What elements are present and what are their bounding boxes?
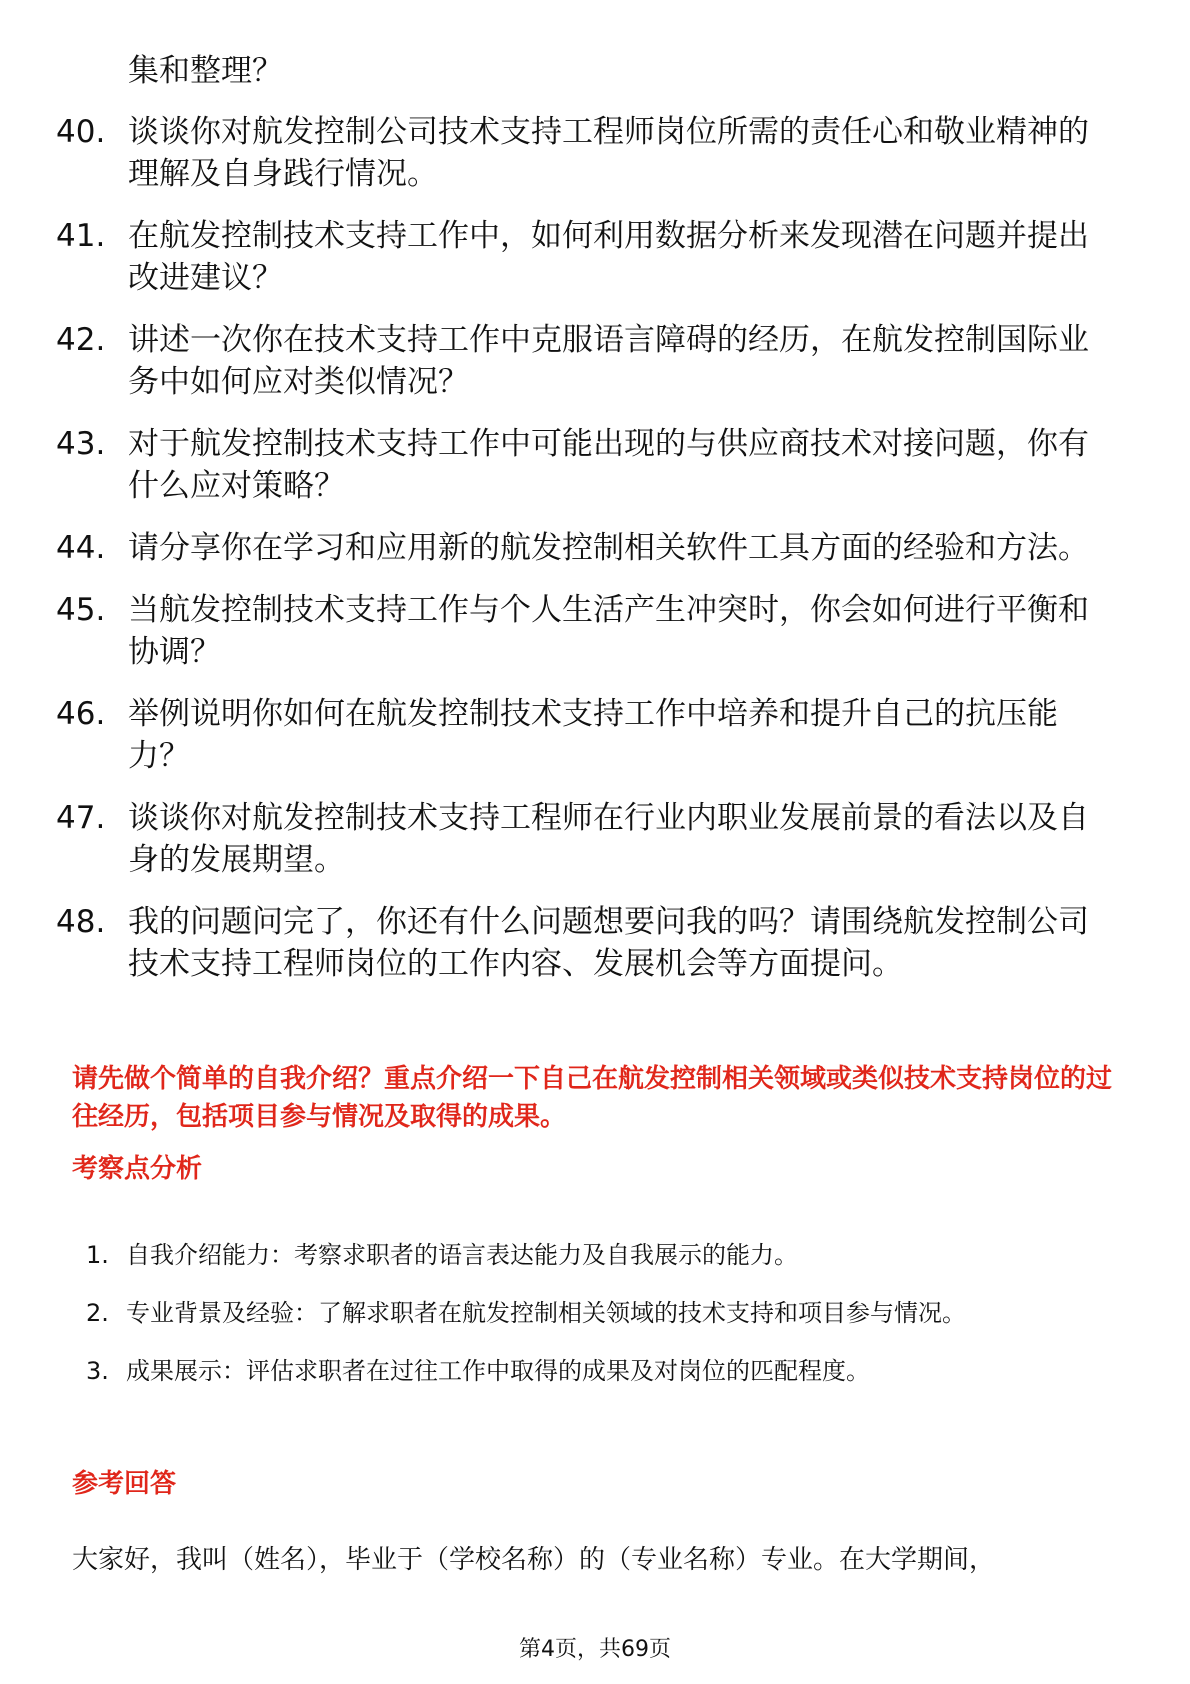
question-item xyxy=(56,589,1116,673)
question-number: 44. xyxy=(56,530,106,566)
analysis-text: 成果展示：评估求职者在过往工作中取得的成果及对岗位的匹配程度。 xyxy=(126,1357,870,1385)
analysis-text: 专业背景及经验：了解求职者在航发控制相关领域的技术支持和项目参与情况。 xyxy=(126,1299,966,1327)
analysis-number: 1. xyxy=(86,1241,109,1269)
question-text: 对于航发控制技术支持工作中可能出现的与供应商技术对接问题，你有什么应对策略？ xyxy=(128,426,1089,504)
analysis-number: 2. xyxy=(86,1299,109,1327)
question-number: 42. xyxy=(56,322,106,358)
analysis-heading: 考察点分析 xyxy=(72,1154,203,1184)
question-item xyxy=(56,215,1116,299)
answer-text: 大家好，我叫（姓名），毕业于（学校名称）的（专业名称）专业。在大学期间， xyxy=(72,1545,996,1575)
question-item xyxy=(56,111,1116,195)
analysis-text: 自我介绍能力：考察求职者的语言表达能力及自我展示的能力。 xyxy=(126,1241,798,1269)
question-item xyxy=(56,319,1116,403)
question-number: 47. xyxy=(56,800,106,836)
question-item xyxy=(56,527,1116,569)
question-list xyxy=(56,111,1116,1005)
answer-heading: 参考回答 xyxy=(72,1469,177,1499)
question-number: 43. xyxy=(56,426,106,462)
question-text: 请分享你在学习和应用新的航发控制相关软件工具方面的经验和方法。 xyxy=(128,530,1089,566)
continued-question-text: 集和整理？ xyxy=(128,53,283,89)
question-text: 谈谈你对航发控制技术支持工程师在行业内职业发展前景的看法以及自身的发展期望。 xyxy=(128,800,1089,878)
page-footer: 第4页，共69页 xyxy=(519,1637,671,1662)
analysis-item xyxy=(86,1284,1116,1342)
question-item xyxy=(56,423,1116,507)
question-text: 我的问题问完了，你还有什么问题想要问我的吗？请围绕航发控制公司技术支持工程师岗位的工作内容、发展机会等方面提问。 xyxy=(128,904,1089,982)
question-number: 48. xyxy=(56,904,106,940)
question-number: 40. xyxy=(56,114,106,150)
question-text: 讲述一次你在技术支持工作中克服语言障碍的经历，在航发控制国际业务中如何应对类似情况？ xyxy=(128,322,1089,400)
question-item xyxy=(56,797,1116,881)
analysis-list xyxy=(86,1226,1116,1400)
analysis-number: 3. xyxy=(86,1357,109,1385)
question-text: 谈谈你对航发控制公司技术支持工程师岗位所需的责任心和敬业精神的理解及自身践行情况。 xyxy=(128,114,1089,192)
analysis-item xyxy=(86,1226,1116,1284)
question-text: 在航发控制技术支持工作中，如何利用数据分析来发现潜在问题并提出改进建议？ xyxy=(128,218,1089,296)
question-number: 41. xyxy=(56,218,106,254)
question-item xyxy=(56,901,1116,985)
intro-question: 请先做个简单的自我介绍？重点介绍一下自己在航发控制相关领域或类似技术支持岗位的过往经历，包括项目参与情况及取得的成果。 xyxy=(72,1064,1113,1132)
analysis-item xyxy=(86,1342,1116,1400)
question-text: 当航发控制技术支持工作与个人生活产生冲突时，你会如何进行平衡和协调？ xyxy=(128,592,1089,670)
question-number: 45. xyxy=(56,592,106,628)
question-text: 举例说明你如何在航发控制技术支持工作中培养和提升自己的抗压能力？ xyxy=(128,696,1058,774)
question-item xyxy=(56,693,1116,777)
question-number: 46. xyxy=(56,696,106,732)
